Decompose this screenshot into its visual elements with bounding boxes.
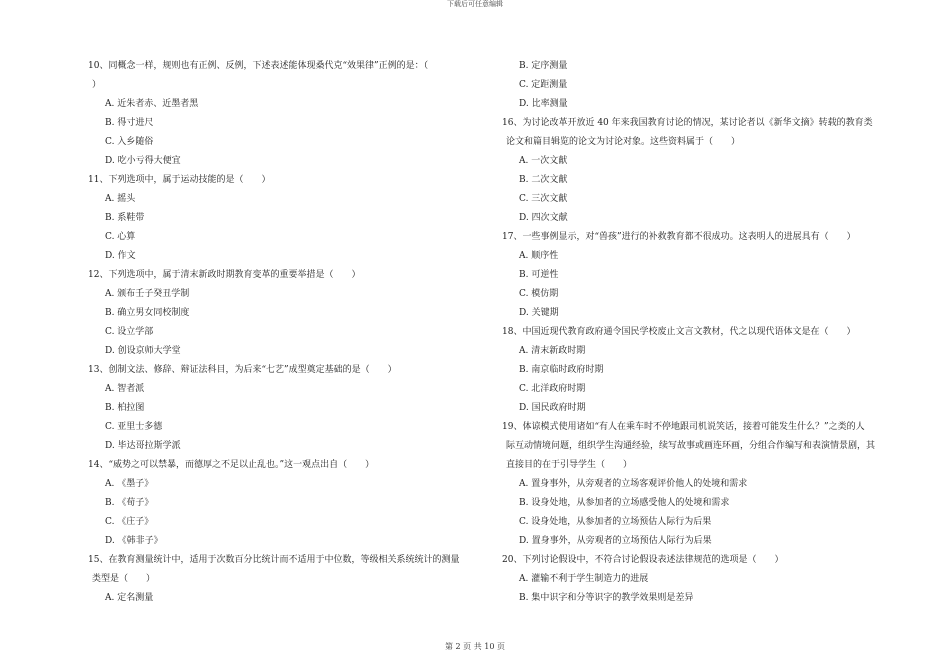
- answer-option: A. 摇头: [105, 194, 136, 204]
- answer-option: B. 南京临时政府时期: [519, 365, 604, 375]
- answer-option: C. 设身处地，从参加者的立场预估人际行为后果: [519, 517, 712, 527]
- answer-option: B. 得寸进尺: [105, 118, 154, 128]
- answer-option: B. 定序测量: [519, 61, 568, 71]
- answer-option: B. 可逆性: [519, 270, 559, 280]
- answer-option: D. 毕达哥拉斯学派: [105, 441, 181, 451]
- question-text: 19、体谅模式使用诸如“有人在乘车时不停地跟司机说笑话，接着可能发生什么？”之类的人: [502, 422, 865, 432]
- answer-option: B. 确立男女同校制度: [105, 308, 190, 318]
- answer-option: D. 《韩非子》: [105, 536, 163, 546]
- question-text: 18、中国近现代教育政府通令国民学校废止文言文教材，代之以现代语体文是在（ ）: [502, 327, 856, 337]
- page-header: 下载后可任意编辑: [447, 0, 503, 8]
- answer-option: A. 近朱者赤、近墨者黑: [105, 99, 199, 109]
- question-text-continued: 类型是（ ）: [92, 574, 156, 584]
- answer-option: C. 定距测量: [519, 80, 568, 90]
- answer-option: D. 吃小亏得大便宜: [105, 156, 181, 166]
- answer-option: A. 《墨子》: [105, 479, 154, 489]
- question-text: 17、一些事例显示，对“兽孩”进行的补救教育都不很成功。这表明人的进展具有（ ）: [502, 232, 856, 242]
- answer-option: C. 《庄子》: [105, 517, 154, 527]
- answer-option: C. 三次文献: [519, 194, 568, 204]
- answer-option: A. 定名测量: [105, 593, 154, 603]
- question-text: 20、下列讨论假设中，不符合讨论假设表述法律规范的选项是（ ）: [502, 555, 784, 565]
- page-footer: 第 2 页 共 10 页: [445, 642, 505, 651]
- answer-option: C. 设立学部: [105, 327, 154, 337]
- answer-option: D. 比率测量: [519, 99, 568, 109]
- answer-option: B. 设身处地，从参加者的立场感受他人的处境和需求: [519, 498, 730, 508]
- answer-option: D. 置身事外，从旁观者的立场预估人际行为后果: [519, 536, 712, 546]
- question-text-continued: ）: [92, 80, 102, 90]
- question-text: 16、为讨论改革开放近 40 年来我国教育讨论的情况，某讨论者以《新华文摘》转载的教育类: [502, 118, 873, 128]
- answer-option: B. 集中识字和分等识字的教学效果则是差异: [519, 593, 694, 603]
- answer-option: C. 心算: [105, 232, 136, 242]
- answer-option: A. 顺序性: [519, 251, 559, 261]
- answer-option: D. 国民政府时期: [519, 403, 586, 413]
- question-text-continued: 论文和篇目辑览的论文为讨论对象。这些资料属于（ ）: [506, 137, 741, 147]
- question-text: 11、下列选项中，属于运动技能的是（ ）: [88, 175, 271, 185]
- answer-option: A. 一次文献: [519, 156, 568, 166]
- answer-option: A. 灌输不利于学生制造力的进展: [519, 574, 649, 584]
- answer-option: C. 亚里士多德: [105, 422, 163, 432]
- answer-option: B. 柏拉图: [105, 403, 145, 413]
- answer-option: B. 《荀子》: [105, 498, 154, 508]
- answer-option: A. 颁布壬子癸丑学制: [105, 289, 190, 299]
- right-column: [502, 57, 902, 608]
- answer-option: C. 入乡随俗: [105, 137, 154, 147]
- answer-option: B. 二次文献: [519, 175, 568, 185]
- answer-option: B. 系鞋带: [105, 213, 145, 223]
- question-text-continued: 际互动情境问题，组织学生沟通经验，续写故事或画连环画，分组合作编写和表演情景剧，其: [506, 441, 876, 451]
- answer-option: A. 智者派: [105, 384, 145, 394]
- answer-option: C. 北洋政府时期: [519, 384, 586, 394]
- answer-option: A. 置身事外，从旁观者的立场客观评价他人的处境和需求: [519, 479, 748, 489]
- answer-option: D. 关键期: [519, 308, 559, 318]
- answer-option: D. 作文: [105, 251, 136, 261]
- answer-option: D. 四次文献: [519, 213, 568, 223]
- answer-option: A. 清末新政时期: [519, 346, 586, 356]
- question-text: 15、在教育测量统计中，适用于次数百分比统计而不适用于中位数，等级相关系统统计的测量: [88, 555, 460, 565]
- question-text: 14、“威势之可以禁暴，而德厚之不足以止乱也。”这一观点出自（ ）: [88, 460, 375, 470]
- answer-option: D. 创设京师大学堂: [105, 346, 181, 356]
- question-text-continued: 直接目的在于引导学生（ ）: [506, 460, 633, 470]
- question-text: 10、同概念一样，规则也有正例、反例，下述表述能体现桑代克“效果律”正例的是：（: [88, 61, 429, 71]
- question-text: 13、创制文法、修辞、辩证法科目，为后来“七艺”成型奠定基础的是（ ）: [88, 365, 397, 375]
- left-column: [88, 57, 488, 608]
- answer-option: C. 模仿期: [519, 289, 559, 299]
- question-text: 12、下列选项中，属于清末新政时期教育变革的重要举措是（ ）: [88, 270, 361, 280]
